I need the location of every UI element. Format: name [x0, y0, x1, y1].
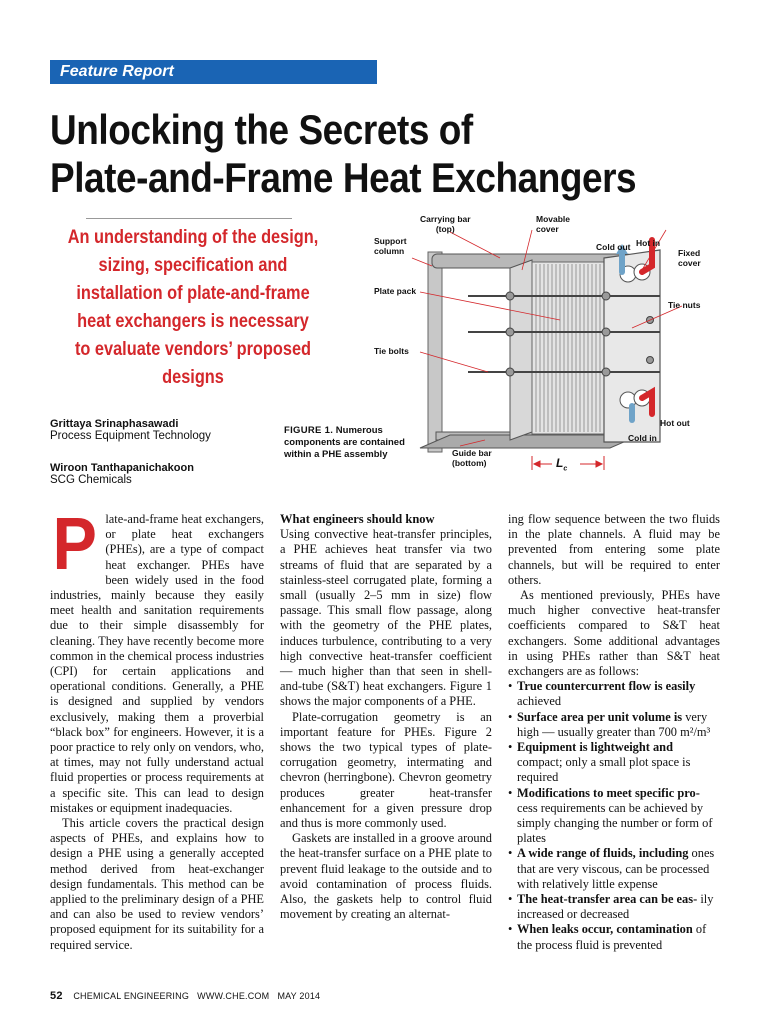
- lc-dimension: [532, 456, 604, 470]
- issue-date: MAY 2014: [277, 991, 321, 1001]
- section-heading: What engineers should know: [280, 512, 435, 526]
- list-item: • Surface area per unit volume is very high — usually greater than 700 m²/m³: [508, 710, 720, 740]
- deck-line: to evaluate vendors’ proposed: [74, 339, 312, 360]
- label-fixed-cover: Fixed cover: [678, 248, 701, 268]
- page-number: 52: [50, 990, 63, 1002]
- label-tie-bolts: Tie bolts: [374, 346, 409, 356]
- deck-line: sizing, specification and: [98, 255, 288, 276]
- deck-line: heat exchangers is necessary: [77, 311, 309, 332]
- list-item: • A wide range of fluids, including ones that are very viscous, can be processed with relatively little expense: [508, 846, 720, 892]
- label-hot-out: Hot out: [660, 418, 690, 428]
- deck-line: designs: [162, 367, 224, 388]
- movable-cover-shape: [510, 260, 532, 440]
- paragraph: late-and-frame heat exchangers, or plate heat exchangers (PHEs), are a type of compact heat exchanger. PHEs have been widely used in the food industries, mainly because they easily meet health and sanitation requirements due to their simple disassembly for cleaning. They have recently become more common in the chemical process industries (CPI) for certain applications and operational conditions. Generally, a PHE is designed and supplied by vendors exclusively, making them a proverbial “black box” for engineers. However, it is a poor practice to rely only on vendors, who, at times, may not fully understand actual fluid properties or process requirements at a specific site. This can lead to design mistakes or equipment inadequacies.: [50, 512, 264, 815]
- publication-website: WWW.CHE.COM: [197, 991, 270, 1001]
- label-lc: $L_c$: [556, 456, 568, 473]
- publication-name: CHEMICAL ENGINEERING: [73, 991, 190, 1001]
- list-item: • When leaks occur, contamination of the process fluid is prevented: [508, 922, 720, 952]
- page-footer: [50, 990, 320, 1002]
- label-hot-in: Hot in: [636, 238, 661, 248]
- label-cold-in: Cold in: [628, 433, 657, 443]
- label-movable-cover: Movable cover: [536, 214, 571, 234]
- figure-caption-text: Numerous components are contained within a PHE assembly: [284, 425, 405, 460]
- label-plate-pack: Plate pack: [374, 286, 417, 296]
- body-column-2: [280, 512, 492, 922]
- author-affiliation: Process Equipment Technology: [50, 430, 211, 442]
- paragraph: Gaskets are installed in a groove around the heat-transfer surface on a PHE plate to prevent fluid leakage to the outside and to avoid contamination of process fluids. Also, the gaskets help to control fluid movement by creating an alternat-: [280, 831, 492, 922]
- phe-assembly-illustration: [360, 210, 720, 470]
- deck-line: An understanding of the design,: [67, 227, 319, 248]
- label-support-column: Support column: [374, 236, 407, 256]
- deck-line: installation of plate-and-frame: [76, 283, 310, 304]
- author-name: Wiroon Tanthapanichakoon: [50, 462, 194, 474]
- title-line-1: Unlocking the Secrets of: [50, 106, 473, 153]
- author-name: Grittaya Srinaphasawadi: [50, 418, 179, 430]
- author-block-2: [50, 462, 194, 486]
- label-cold-out: Cold out: [596, 242, 631, 252]
- advantages-list: [508, 679, 720, 953]
- paragraph: Plate-corrugation geometry is an important feature for PHEs. Figure 2 shows the two typical types of plate-corrugation geometry, intermating and chevron (herringbone). Chevron geometry produces greater heat-transfer enhancement for a given pressure drop and thus is more commonly used.: [280, 709, 492, 831]
- author-block-1: [50, 418, 211, 442]
- body-column-1: [50, 502, 264, 953]
- plate-pack-shape: [532, 262, 604, 434]
- paragraph: Using convective heat-transfer principles, a PHE achieves heat transfer via two streams of fluid that are separated by a stainless-steel corrugated plate, forming a small (usually 2–5 mm in size) flow passage. This small flow passage, along with the geometry of the PHE plates, induces turbulence, contributing to a very high convective heat-transfer coefficient — much higher than that seen in shell-and-tube (S&T) heat exchangers. Figure 1 shows the major components of a PHE.: [280, 527, 492, 709]
- paragraph: As mentioned previously, PHEs have much higher convective heat-transfer coefficients compared to S&T heat exchangers. Some additional advantages in using PHEs rather than S&T heat exchangers are as follows:: [508, 588, 720, 679]
- support-column-shape: [428, 252, 442, 452]
- paragraph: ing flow sequence between the two fluids in the plate channels. A fluid may be prevented from entering some plate channels, but will be required to enter others.: [508, 512, 720, 587]
- body-column-3: [508, 512, 720, 953]
- figure-number: FIGURE 1.: [284, 425, 334, 436]
- deck-divider: [86, 218, 292, 219]
- list-item: • The heat-transfer area can be eas- ily increased or decreased: [508, 892, 720, 922]
- drop-cap: P: [52, 502, 97, 585]
- label-guide-bar: Guide bar (bottom): [452, 448, 492, 468]
- label-tie-nuts: Tie nuts: [668, 300, 701, 310]
- article-deck: [40, 224, 346, 392]
- list-item: • Equipment is lightweight and compact; only a small plot space is required: [508, 740, 720, 786]
- title-line-2: Plate-and-Frame Heat Exchangers: [50, 154, 637, 201]
- list-item: • Modifications to meet specific pro- cess requirements can be achieved by simply changing the number or form of plates: [508, 786, 720, 847]
- paragraph: This article covers the practical design aspects of PHEs, and explains how to design a PHE using a generally accepted method derived from heat-exchanger design fundamentals. This method can be applied to the preliminary design of a PHE and can also be used to review vendors’ proposed equipment for its suitability for a required service.: [50, 816, 264, 952]
- author-affiliation: SCG Chemicals: [50, 474, 132, 486]
- label-carrying-bar: Carrying bar (top): [420, 214, 471, 234]
- list-item: • True countercurrent flow is easily achieved: [508, 679, 720, 709]
- section-label: Feature Report: [50, 60, 377, 84]
- article-title: [50, 106, 666, 202]
